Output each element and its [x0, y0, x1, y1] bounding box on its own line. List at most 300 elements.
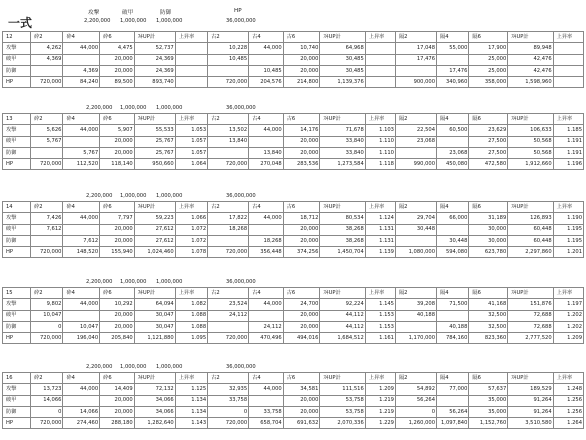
table-cell: 450,080	[437, 159, 469, 170]
table-row	[3, 406, 584, 417]
level-table	[2, 201, 584, 258]
level-number: 15	[3, 288, 31, 299]
table-cell: 56,264	[395, 395, 436, 406]
table-cell: 1.202	[553, 321, 583, 332]
table-cell: 34,066	[134, 406, 175, 417]
table-cell: 1.066	[175, 213, 207, 224]
column-header: ｽｷUP計	[320, 114, 365, 125]
base-value: 36,000,000	[226, 193, 256, 199]
table-cell: 1.078	[175, 247, 207, 258]
table-cell: 30,485	[320, 54, 365, 65]
table-cell: 20,000	[283, 54, 320, 65]
table-cell: 20,000	[100, 310, 135, 321]
table-cell: 990,000	[395, 159, 436, 170]
table-cell: 214,800	[283, 77, 320, 88]
table-cell: 18,268	[249, 235, 284, 246]
table-cell: 23,629	[469, 125, 508, 136]
block-base-values	[2, 278, 584, 287]
table-cell: 151,876	[508, 299, 553, 310]
table-cell: 1.053	[175, 125, 207, 136]
table-cell: 20,000	[100, 136, 135, 147]
table-cell: 80,534	[320, 213, 365, 224]
table-cell: 27,612	[134, 224, 175, 235]
table-cell: 1,139,376	[320, 77, 365, 88]
table-cell	[249, 136, 284, 147]
table-cell: 53,758	[320, 406, 365, 417]
table-cell	[249, 395, 284, 406]
top-headers	[0, 8, 586, 18]
block-base-values	[2, 192, 584, 201]
table-cell: 72,688	[508, 321, 553, 332]
table-cell: 20,000	[283, 406, 320, 417]
column-header: ｽｷUP計	[508, 32, 553, 43]
table-cell	[553, 77, 583, 88]
table-cell: 1.131	[365, 224, 395, 235]
table-row	[3, 418, 584, 429]
table-cell: 72,688	[508, 310, 553, 321]
table-cell	[63, 395, 100, 406]
table-cell	[208, 147, 249, 158]
table-cell: 7,612	[31, 224, 63, 235]
column-header: 砕2	[31, 202, 63, 213]
table-cell: 77,000	[437, 384, 469, 395]
column-header: 砕6	[100, 32, 135, 43]
table-cell: 20,000	[100, 65, 135, 76]
level-block	[2, 31, 584, 88]
table-cell: 92,224	[320, 299, 365, 310]
column-header: ｽｷUP計	[320, 202, 365, 213]
table-cell: 20,000	[283, 224, 320, 235]
table-cell: 1.191	[553, 147, 583, 158]
table-cell: 59,223	[134, 213, 175, 224]
top-value-defense: 1,000,000	[156, 18, 183, 24]
base-value: 1,000,000	[156, 279, 183, 285]
table-cell: 23,524	[208, 299, 249, 310]
table-cell: 41,168	[469, 299, 508, 310]
table-cell: 32,935	[208, 384, 249, 395]
column-header: ｽｷUP計	[134, 373, 175, 384]
column-header: 砕4	[63, 114, 100, 125]
table-row	[3, 43, 584, 54]
table-cell: 126,893	[508, 213, 553, 224]
table-row	[3, 247, 584, 258]
table-cell	[175, 77, 207, 88]
table-cell: 72,132	[134, 384, 175, 395]
table-cell: 25,767	[134, 147, 175, 158]
table-cell: 27,500	[469, 136, 508, 147]
table-cell: 20,000	[283, 235, 320, 246]
table-cell: 33,758	[208, 395, 249, 406]
table-cell: 1.103	[365, 125, 395, 136]
table-cell: 30,047	[134, 310, 175, 321]
table-cell	[437, 310, 469, 321]
row-label: 破甲	[3, 310, 31, 321]
column-header: 古4	[249, 114, 284, 125]
table-cell: 24,112	[249, 321, 284, 332]
column-header: 砕2	[31, 373, 63, 384]
table-row	[3, 321, 584, 332]
table-cell: 1,121,880	[134, 333, 175, 344]
column-header: 砕2	[31, 114, 63, 125]
table-cell: 17,476	[395, 54, 436, 65]
table-cell: 34,066	[134, 395, 175, 406]
table-cell	[175, 43, 207, 54]
table-cell: 44,112	[320, 321, 365, 332]
table-cell: 5,626	[31, 125, 63, 136]
top-values	[0, 18, 586, 26]
table-cell	[395, 321, 436, 332]
column-header: 隔2	[395, 114, 436, 125]
table-cell: 1.209	[365, 384, 395, 395]
table-cell: 10,740	[283, 43, 320, 54]
row-label: HP	[3, 159, 31, 170]
table-cell: 2,070,336	[320, 418, 365, 429]
base-value: 1,000,000	[120, 364, 147, 370]
table-cell: 9,802	[31, 299, 63, 310]
table-cell: 25,000	[469, 54, 508, 65]
table-cell: 1.191	[553, 136, 583, 147]
table-cell: 38,268	[320, 235, 365, 246]
table-cell: 10,485	[208, 54, 249, 65]
table-cell: 1.082	[175, 299, 207, 310]
table-cell: 7,426	[31, 213, 63, 224]
table-cell: 20,000	[100, 321, 135, 332]
table-cell	[31, 65, 63, 76]
table-cell: 44,000	[249, 299, 284, 310]
table-cell: 658,704	[249, 418, 284, 429]
column-header: 古6	[283, 114, 320, 125]
column-header: 隔6	[469, 202, 508, 213]
table-cell: 10,485	[249, 65, 284, 76]
table-cell: 50,568	[508, 147, 553, 158]
column-header: 隔2	[395, 202, 436, 213]
column-header: 上昇率	[365, 373, 395, 384]
table-row	[3, 136, 584, 147]
column-header: ｽｷUP計	[320, 32, 365, 43]
table-cell: 1,684,512	[320, 333, 365, 344]
level-block	[2, 278, 584, 344]
table-cell: 30,000	[469, 224, 508, 235]
table-cell: 893,740	[134, 77, 175, 88]
table-cell: 34,581	[283, 384, 320, 395]
table-cell: 1.219	[365, 395, 395, 406]
row-label: 攻撃	[3, 213, 31, 224]
table-cell: 1.125	[175, 384, 207, 395]
table-cell: 14,066	[31, 395, 63, 406]
table-cell: 1.064	[175, 159, 207, 170]
column-header: ｽｷUP計	[508, 373, 553, 384]
table-cell: 1.229	[365, 418, 395, 429]
table-cell: 91,264	[508, 395, 553, 406]
row-label: 破甲	[3, 136, 31, 147]
row-label: 攻撃	[3, 125, 31, 136]
table-cell	[249, 54, 284, 65]
table-cell	[63, 310, 100, 321]
table-cell: 1.185	[553, 125, 583, 136]
column-header: 古6	[283, 202, 320, 213]
table-cell: 20,000	[283, 136, 320, 147]
level-table	[2, 31, 584, 88]
column-header: 砕6	[100, 288, 135, 299]
table-cell: 1.219	[365, 406, 395, 417]
table-cell: 823,360	[469, 333, 508, 344]
column-header: 上昇率	[365, 32, 395, 43]
table-cell: 623,780	[469, 247, 508, 258]
table-cell: 17,048	[395, 43, 436, 54]
table-cell: 720,000	[31, 247, 63, 258]
column-header: 隔4	[437, 202, 469, 213]
table-cell: 0	[395, 406, 436, 417]
table-cell: 4,369	[63, 65, 100, 76]
table-cell: 24,112	[208, 310, 249, 321]
table-cell: 10,047	[31, 310, 63, 321]
table-cell: 5,907	[100, 125, 135, 136]
base-value: 1,000,000	[156, 364, 183, 370]
table-cell: 84,240	[63, 77, 100, 88]
table-row	[3, 159, 584, 170]
table-cell: 1.145	[365, 299, 395, 310]
level-block	[2, 192, 584, 258]
column-header: 古2	[208, 373, 249, 384]
table-cell: 71,500	[437, 299, 469, 310]
table-cell: 1.190	[553, 213, 583, 224]
table-cell: 66,000	[437, 213, 469, 224]
column-header: 砕2	[31, 288, 63, 299]
table-cell: 1.134	[175, 395, 207, 406]
table-cell: 20,000	[283, 395, 320, 406]
table-cell: 44,000	[63, 299, 100, 310]
column-header: 古6	[283, 373, 320, 384]
table-cell	[553, 43, 583, 54]
table-cell: 720,000	[208, 159, 249, 170]
column-header: 上昇率	[553, 288, 583, 299]
column-header: 隔4	[437, 32, 469, 43]
table-cell: 39,208	[395, 299, 436, 310]
table-cell: 1.197	[553, 299, 583, 310]
table-row	[3, 395, 584, 406]
column-header: 砕4	[63, 32, 100, 43]
column-header: 上昇率	[553, 373, 583, 384]
table-cell: 24,369	[134, 54, 175, 65]
table-cell: 33,840	[320, 136, 365, 147]
table-cell: 64,094	[134, 299, 175, 310]
table-cell: 27,612	[134, 235, 175, 246]
table-cell: 1.118	[365, 159, 395, 170]
column-header: 古2	[208, 288, 249, 299]
table-cell: 32,500	[469, 310, 508, 321]
table-row	[3, 310, 584, 321]
table-cell: 10,047	[63, 321, 100, 332]
table-cell: 1.131	[365, 235, 395, 246]
table-cell: 1.143	[175, 418, 207, 429]
level-block	[2, 363, 584, 429]
row-label: 破甲	[3, 395, 31, 406]
table-cell: 1.248	[553, 384, 583, 395]
table-cell: 13,723	[31, 384, 63, 395]
table-cell: 1.161	[365, 333, 395, 344]
table-cell: 53,758	[320, 395, 365, 406]
table-cell: 950,660	[134, 159, 175, 170]
column-header: 古4	[249, 202, 284, 213]
table-cell: 118,140	[100, 159, 135, 170]
base-value: 2,200,000	[86, 105, 113, 111]
table-cell	[553, 54, 583, 65]
table-cell: 23,068	[437, 147, 469, 158]
table-cell: 10,292	[100, 299, 135, 310]
table-cell: 13,502	[208, 125, 249, 136]
table-cell: 55,533	[134, 125, 175, 136]
column-header: 砕6	[100, 373, 135, 384]
table-cell: 0	[31, 406, 63, 417]
table-cell: 40,188	[395, 310, 436, 321]
table-cell: 1,152,760	[469, 418, 508, 429]
column-header: 上昇率	[553, 32, 583, 43]
table-cell: 4,475	[100, 43, 135, 54]
table-cell: 1.256	[553, 395, 583, 406]
row-label: 攻撃	[3, 43, 31, 54]
base-value: 36,000,000	[226, 364, 256, 370]
column-header: ｽｷUP計	[320, 373, 365, 384]
row-label: HP	[3, 247, 31, 258]
table-cell: 1.264	[553, 418, 583, 429]
table-cell: 91,264	[508, 406, 553, 417]
table-header-row	[3, 373, 584, 384]
table-cell: 30,448	[437, 235, 469, 246]
table-cell: 44,000	[63, 213, 100, 224]
table-cell: 42,476	[508, 54, 553, 65]
table-cell: 204,576	[249, 77, 284, 88]
table-cell: 24,369	[134, 65, 175, 76]
table-cell: 7,797	[100, 213, 135, 224]
table-cell: 155,940	[100, 247, 135, 258]
table-cell: 1.088	[175, 321, 207, 332]
base-value: 36,000,000	[226, 279, 256, 285]
column-header: 古2	[208, 32, 249, 43]
table-cell: 720,000	[208, 77, 249, 88]
table-cell: 60,448	[508, 224, 553, 235]
table-cell: 470,496	[249, 333, 284, 344]
table-cell: 17,822	[208, 213, 249, 224]
table-cell: 1.095	[175, 333, 207, 344]
table-cell: 30,448	[395, 224, 436, 235]
table-cell: 283,536	[283, 159, 320, 170]
column-header: 古6	[283, 32, 320, 43]
table-cell	[365, 65, 395, 76]
table-cell: 1.153	[365, 321, 395, 332]
column-header: 隔4	[437, 373, 469, 384]
column-header: ｽｷUP計	[134, 114, 175, 125]
top-header-armor-break: 破甲	[122, 10, 134, 16]
table-cell: 42,476	[508, 65, 553, 76]
column-header: ｽｷUP計	[508, 114, 553, 125]
table-cell: 20,000	[100, 54, 135, 65]
table-cell: 17,900	[469, 43, 508, 54]
table-cell: 20,000	[283, 147, 320, 158]
table-cell	[395, 65, 436, 76]
table-cell: 1,912,660	[508, 159, 553, 170]
table-cell: 691,632	[283, 418, 320, 429]
row-label: HP	[3, 333, 31, 344]
table-cell: 189,529	[508, 384, 553, 395]
table-cell: 44,000	[249, 213, 284, 224]
top-value-hp: 36,000,000	[226, 18, 256, 24]
table-cell: 44,000	[63, 384, 100, 395]
table-cell: 720,000	[208, 333, 249, 344]
base-value: 1,000,000	[156, 193, 183, 199]
table-row	[3, 147, 584, 158]
table-cell	[553, 65, 583, 76]
table-cell	[365, 54, 395, 65]
table-cell: 720,000	[31, 159, 63, 170]
column-header: 隔2	[395, 373, 436, 384]
table-cell	[175, 54, 207, 65]
row-label: 防御	[3, 147, 31, 158]
table-cell: 20,000	[100, 395, 135, 406]
table-cell: 1.072	[175, 224, 207, 235]
table-cell: 44,000	[63, 125, 100, 136]
table-cell: 1,450,704	[320, 247, 365, 258]
table-cell: 340,960	[437, 77, 469, 88]
table-cell: 0	[208, 406, 249, 417]
table-cell: 1.124	[365, 213, 395, 224]
table-row	[3, 299, 584, 310]
table-cell: 18,268	[208, 224, 249, 235]
table-cell: 900,000	[395, 77, 436, 88]
table-cell: 784,160	[437, 333, 469, 344]
column-header: ｽｷUP計	[134, 288, 175, 299]
table-cell: 1,080,000	[395, 247, 436, 258]
table-cell: 14,066	[63, 406, 100, 417]
table-cell	[208, 321, 249, 332]
table-cell: 44,000	[249, 43, 284, 54]
table-cell: 30,485	[320, 65, 365, 76]
column-header: 砕4	[63, 288, 100, 299]
level-number: 14	[3, 202, 31, 213]
top-value-attack: 2,200,000	[84, 18, 111, 24]
table-cell: 270,048	[249, 159, 284, 170]
table-cell: 1.134	[175, 406, 207, 417]
table-cell: 25,000	[469, 65, 508, 76]
block-base-values	[2, 104, 584, 113]
table-cell	[437, 395, 469, 406]
table-cell: 1.196	[553, 159, 583, 170]
table-cell: 106,633	[508, 125, 553, 136]
column-header: 上昇率	[175, 32, 207, 43]
base-value: 1,000,000	[120, 105, 147, 111]
table-row	[3, 125, 584, 136]
row-label: HP	[3, 77, 31, 88]
column-header: 上昇率	[175, 373, 207, 384]
table-header-row	[3, 288, 584, 299]
column-header: 隔6	[469, 373, 508, 384]
table-cell: 44,000	[63, 43, 100, 54]
table-cell: 33,758	[249, 406, 284, 417]
table-cell: 1.209	[553, 333, 583, 344]
column-header: 砕6	[100, 114, 135, 125]
table-cell	[31, 235, 63, 246]
table-cell: 30,047	[134, 321, 175, 332]
table-cell: 358,000	[469, 77, 508, 88]
table-cell	[175, 65, 207, 76]
table-cell: 1.195	[553, 235, 583, 246]
table-row	[3, 224, 584, 235]
table-header-row	[3, 114, 584, 125]
table-cell: 25,767	[134, 136, 175, 147]
table-cell: 1.072	[175, 235, 207, 246]
table-cell: 1.201	[553, 247, 583, 258]
table-cell: 30,000	[469, 235, 508, 246]
base-value: 1,000,000	[156, 105, 183, 111]
